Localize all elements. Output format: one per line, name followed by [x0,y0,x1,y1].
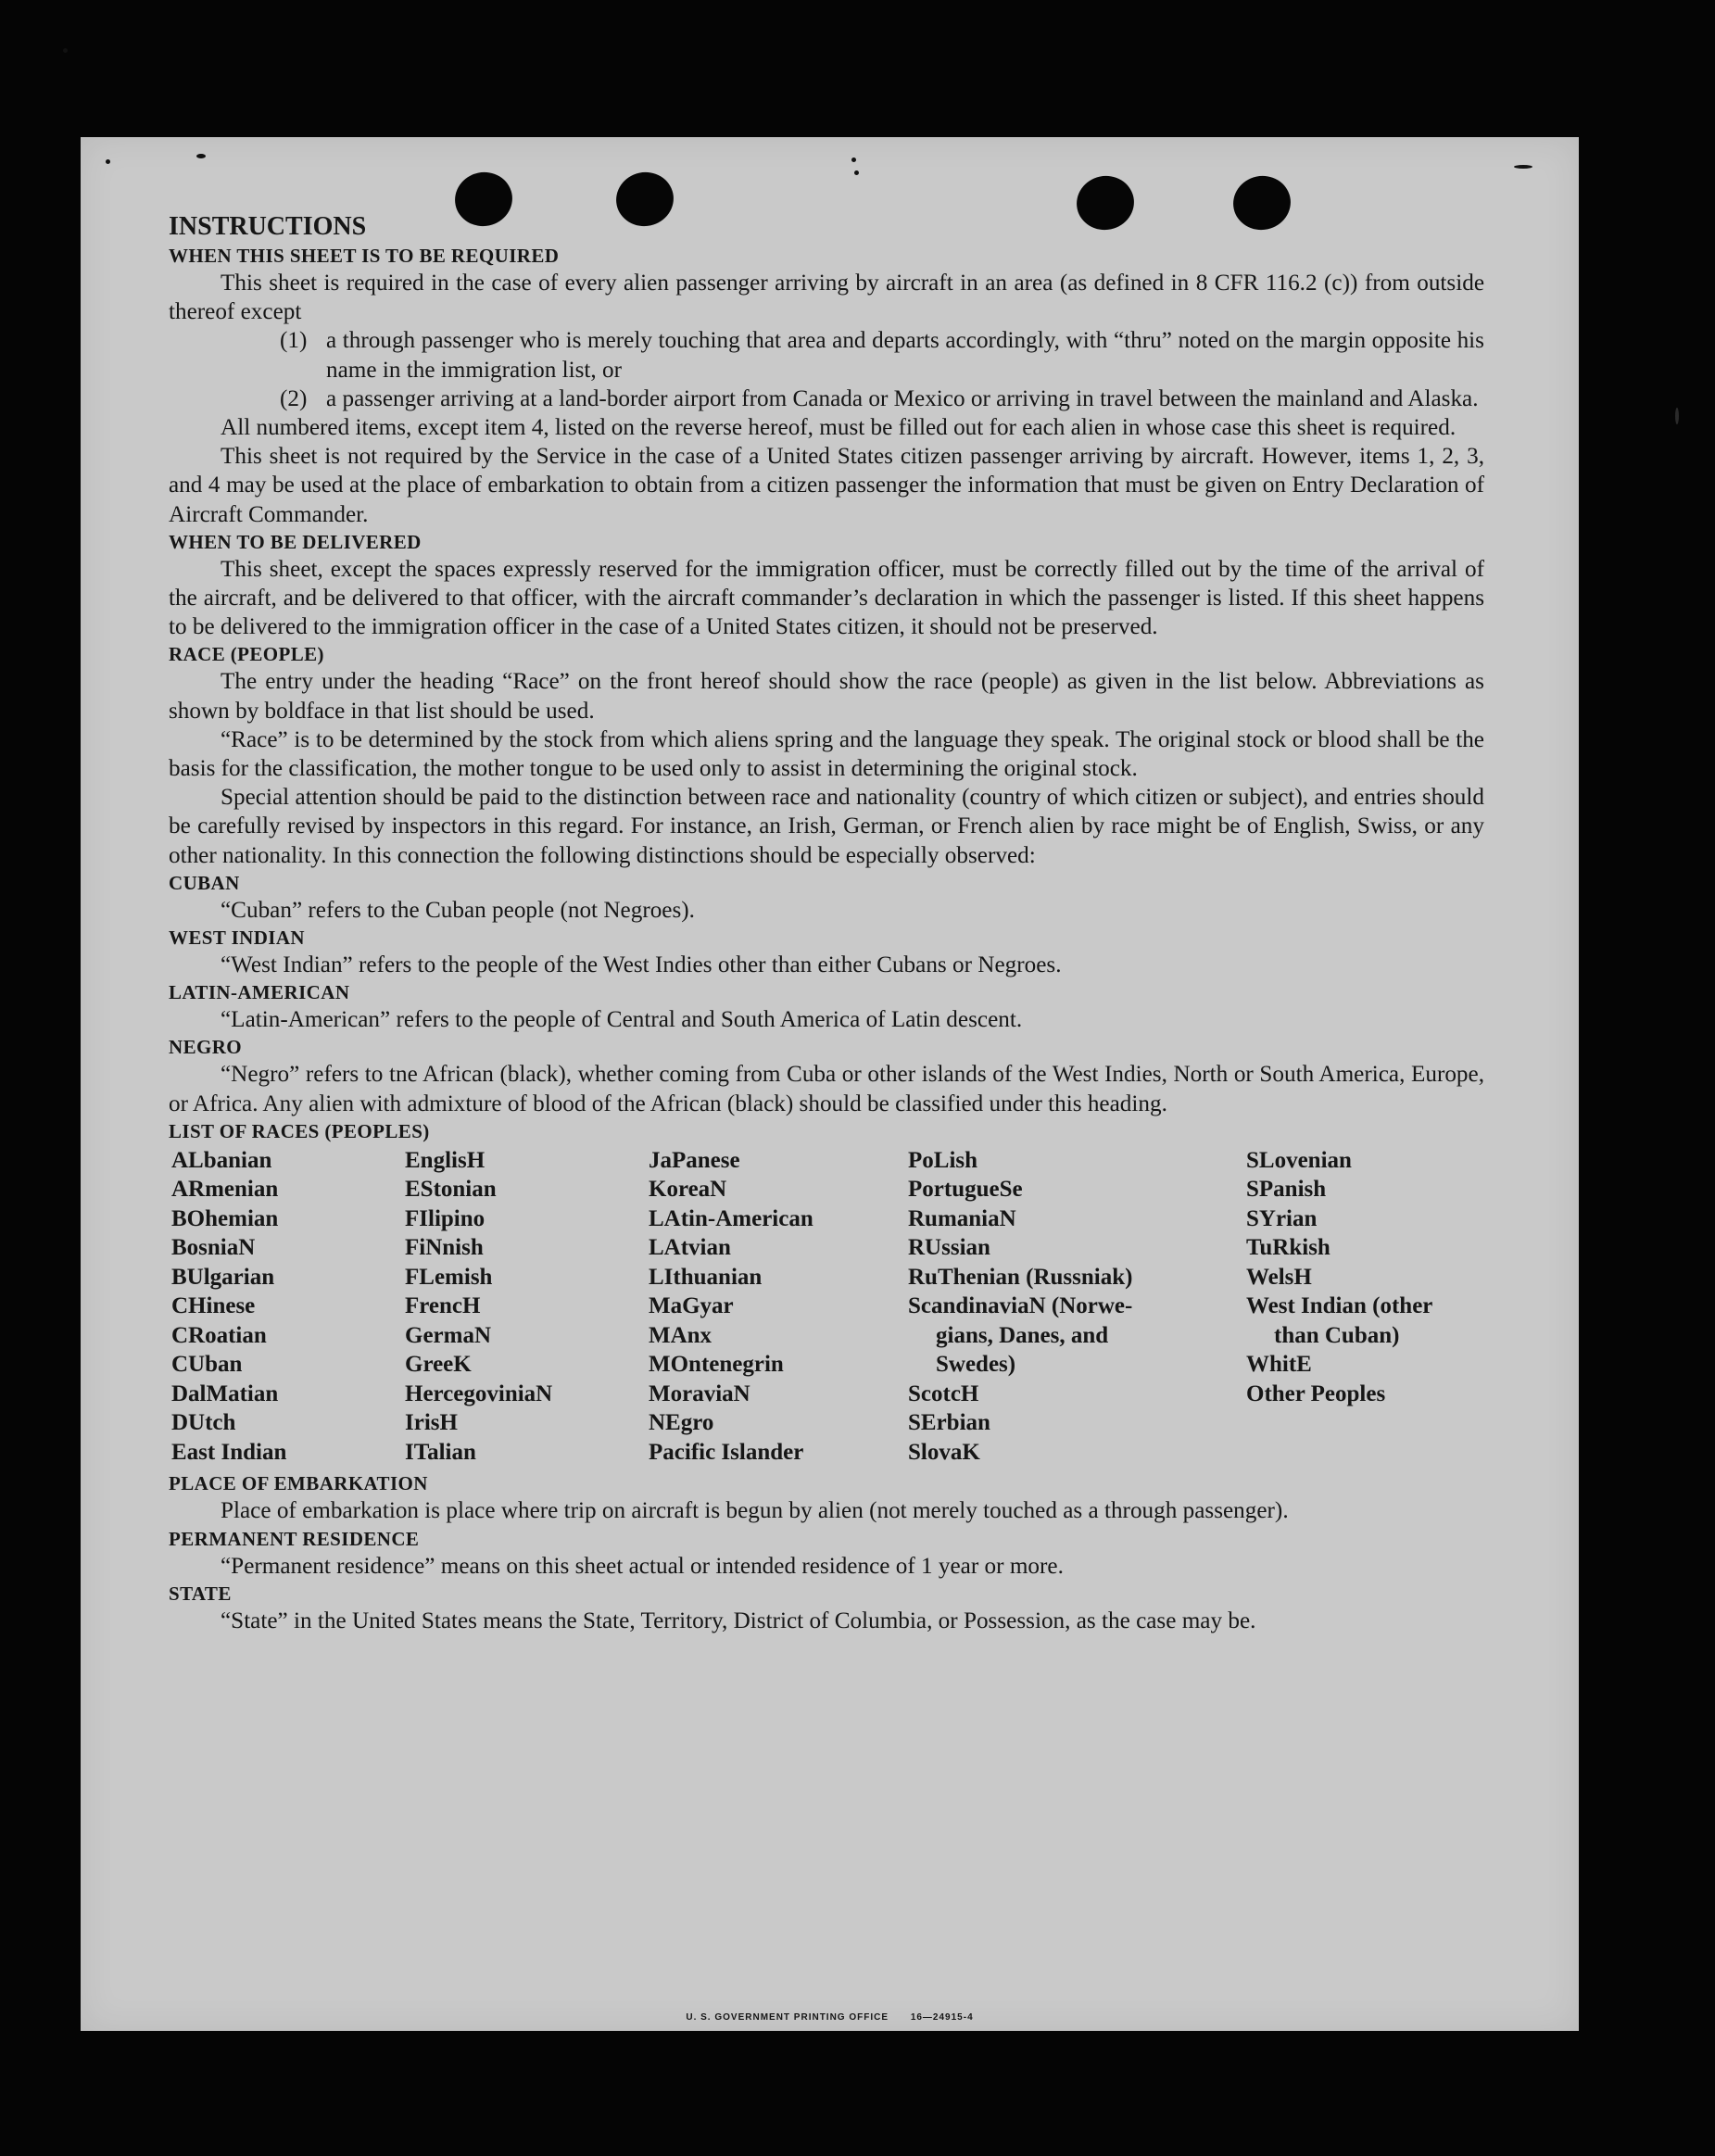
instructions-content [169,211,1484,1635]
race-item: NEgro [649,1410,714,1436]
embarkation-paragraph: Place of embarkation is place where trip on aircraft is begun by alien (not merely touched as a through passenger). [221,1498,1289,1524]
printer-footer [81,2012,1579,2023]
heading-west-indian: WEST INDIAN [169,927,305,950]
race-item: SlovaK [908,1439,980,1465]
race-item: KoreaN [649,1177,727,1203]
race-item-continuation: gians, Danes, and [936,1322,1109,1348]
race-item: Pacific Islander [649,1439,804,1465]
heading-race: RACE (PEOPLE) [169,643,324,666]
west-indian-paragraph: “West Indian” refers to the people of the West Indies other than either Cubans or Negroes. [221,952,1062,978]
race-column-5 [1246,1146,1487,1468]
required-paragraph-1: This sheet is required in the case of every alien passenger arriving by aircraft in an area (as defined in 8 CFR 116.2 (c)) from outside thereof except [169,271,1484,325]
race-item: CHinese [171,1293,256,1319]
negro-paragraph: “Negro” refers to tne African (black), whether coming from Cuba or other islands of the West Indies, North or South America, Europe, or Africa. Any alien with admixture of blood of the African (black) should be classified under this heading. [169,1062,1484,1116]
race-item: WelsH [1246,1264,1312,1290]
race-list [171,1146,1484,1468]
race-item-continuation: than Cuban) [1274,1322,1400,1348]
race-item: IrisH [405,1410,458,1436]
race-item: GermaN [405,1322,492,1348]
heading-cuban: CUBAN [169,871,240,894]
item-text: a through passenger who is merely touching that area and departs accordingly, with “thru” noted on the margin opposite his name in the immigration list, or [326,328,1484,383]
speck-mark [854,170,859,175]
form-code: 16—24915-4 [910,2012,974,2023]
heading-negro: NEGRO [169,1036,243,1059]
speck-mark [851,158,856,162]
race-item: DUtch [171,1410,236,1436]
required-paragraph-2: All numbered items, except item 4, listed on the reverse hereof, must be filled out for each alien in whose case this sheet is required. [221,415,1456,441]
race-item: SErbian [908,1410,990,1436]
heading-required: WHEN THIS SHEET IS TO BE REQUIRED [169,245,560,267]
race-item: FLemish [405,1264,493,1290]
race-paragraph-3: Special attention should be paid to the distinction between race and nationality (country of which citizen or subject), and entries should be carefully revised by inspectors in this regard. For instance, an Irish, German, or French alien by race might be of English, Swiss, or any other nationality. In this connection the following distinctions should be especially observed: [169,785,1484,868]
race-item: CRoatian [171,1322,267,1348]
cuban-paragraph: “Cuban” refers to the Cuban people (not Negroes). [221,897,695,923]
printer-name: U. S. GOVERNMENT PRINTING OFFICE [686,2012,889,2023]
race-item: FiNnish [405,1235,484,1261]
race-column-1 [171,1146,405,1468]
state-paragraph: “State” in the United States means the State, Territory, District of Columbia, or Possession, as the case may be. [221,1608,1256,1633]
race-item: RumaniaN [908,1205,1016,1231]
race-item: MAnx [649,1322,712,1348]
race-item: RuThenian (Russniak) [908,1264,1133,1290]
heading-embarkation: PLACE OF EMBARKATION [169,1472,428,1495]
race-item: FrencH [405,1293,481,1319]
heading-permanent-residence: PERMANENT RESIDENCE [169,1527,420,1550]
race-item: LIthuanian [649,1264,763,1290]
item-text: a passenger arriving at a land-border airport from Canada or Mexico or arriving in travel between the mainland and Alaska. [326,385,1479,411]
residence-paragraph: “Permanent residence” means on this sheet actual or intended residence of 1 year or more. [221,1553,1064,1579]
race-item: WhitE [1246,1352,1312,1378]
race-item-continuation: Swedes) [936,1352,1016,1378]
heading-delivered: WHEN TO BE DELIVERED [169,530,422,553]
race-paragraph-2: “Race” is to be determined by the stock from which aliens spring and the language they speak. The original stock or blood shall be the basis for the classification, the mother tongue to be used only to assist in determining the original stock. [169,726,1484,782]
latin-american-paragraph: “Latin-American” refers to the people of Central and South America of Latin descent. [221,1007,1023,1033]
race-item: DalMatian [171,1381,279,1406]
race-column-2 [405,1146,649,1468]
race-item: EnglisH [405,1147,485,1173]
race-column-3 [649,1146,908,1468]
race-item: BosniaN [171,1235,256,1261]
race-item: GreeK [405,1352,472,1378]
document-sheet [81,137,1579,2031]
race-item: BOhemian [171,1205,279,1231]
race-item: TuRkish [1246,1235,1330,1261]
race-item: ScandinaviaN (Norwe- [908,1293,1133,1319]
race-item: LAtvian [649,1235,731,1261]
required-paragraph-3: This sheet is not required by the Service in the case of a United States citizen passenger arriving by aircraft. However, items 1, 2, 3, and 4 may be used at the place of embarkation to obtain from a citizen passenger the information that must be given on Entry Declaration of Aircraft Commander. [169,444,1484,527]
scan-speck [1675,408,1679,424]
race-item: MaGyar [649,1293,734,1319]
race-item: SYrian [1246,1205,1318,1231]
race-item: LAtin-American [649,1205,813,1231]
race-item: HercegoviniaN [405,1381,553,1406]
race-item: MOntenegrin [649,1352,784,1378]
heading-latin-american: LATIN-AMERICAN [169,981,350,1004]
race-paragraph-1: The entry under the heading “Race” on the front hereof should show the race (people) as given in the list below. Abbreviations as shown by boldface in that list should be used. [169,669,1484,724]
race-item: ITalian [405,1439,476,1465]
race-item: West Indian (other [1246,1293,1433,1319]
delivered-paragraph: This sheet, except the spaces expressly reserved for the immigration officer, must be correctly filled out by the time of the arrival of the aircraft, and be delivered to that officer, with the aircraft commander’s declaration in which the passenger is listed. If this sheet happens to be delivered to the immigration officer in the case of a United States citizen, it should not be preserved. [169,556,1484,640]
heading-list-of-races: LIST OF RACES (PEOPLES) [169,1119,430,1142]
race-item: Other Peoples [1246,1381,1386,1406]
race-item: BUlgarian [171,1264,275,1290]
race-item: PortugueSe [908,1177,1023,1203]
heading-state: STATE [169,1582,232,1605]
race-item: SLovenian [1246,1147,1352,1173]
race-item: ScotcH [908,1381,979,1406]
numbered-item-2 [280,385,1484,413]
race-item: JaPanese [649,1147,740,1173]
race-item: RUssian [908,1235,990,1261]
race-item: CUban [171,1352,243,1378]
item-number: (2) [280,385,308,411]
race-item: SPanish [1246,1177,1327,1203]
race-item: EStonian [405,1177,497,1203]
race-item: ARmenian [171,1177,279,1203]
item-number: (1) [280,328,308,354]
race-item: FIlipino [405,1205,485,1231]
scan-speck [63,48,68,53]
race-item: ALbanian [171,1147,272,1173]
numbered-item-1 [280,326,1484,384]
speck-mark [106,159,110,164]
page-title: INSTRUCTIONS [169,212,367,241]
race-item: MoraviaN [649,1381,750,1406]
race-item: PoLish [908,1147,978,1173]
speck-mark [1514,165,1532,169]
speck-mark [196,154,206,158]
race-item: East Indian [171,1439,287,1465]
race-column-4 [908,1146,1246,1468]
